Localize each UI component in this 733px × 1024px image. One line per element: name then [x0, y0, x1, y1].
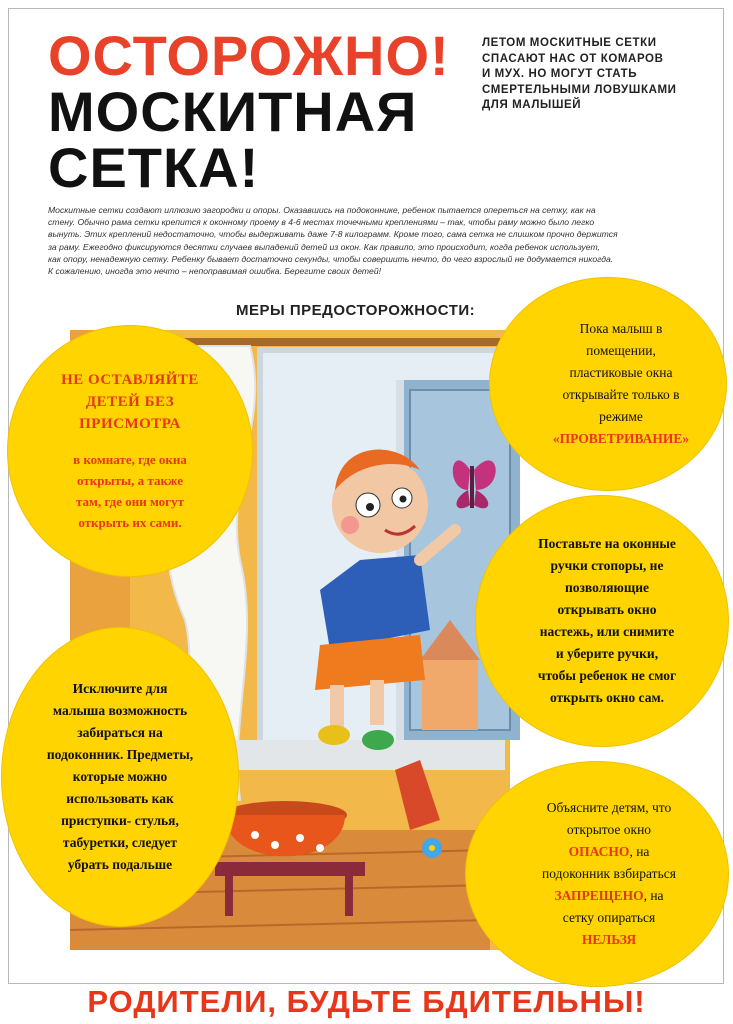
footer-slogan: РОДИТЕЛИ, БУДЬТЕ БДИТЕЛЬНЫ!	[87, 984, 646, 1019]
title-line-mosquito: МОСКИТНАЯ	[48, 80, 418, 143]
body-line: приступки- стулья,	[61, 813, 179, 828]
tip-ventilation-bubble	[490, 278, 726, 490]
lead-line: СПАСАЮТ НАС ОТ КОМАРОВ	[482, 52, 664, 65]
body-line: Пока малыш в	[579, 321, 663, 336]
title-warning: ОСТОРОЖНО!	[48, 24, 450, 87]
intro-line: Москитные сетки создают иллюзию загородки и опоры. Оказавшись на подоконнике, ребенок пытается опереться на сетку, как на	[48, 205, 596, 215]
forbidden-word: ЗАПРЕЩЕНО	[554, 888, 644, 903]
heading-line: ДЕТЕЙ БЕЗ	[85, 394, 175, 410]
body-line: убрать подальше	[67, 857, 173, 872]
body-line: открыть их сами.	[78, 515, 182, 530]
body-line: там, где они могут	[76, 494, 184, 509]
body-line: которые можно	[72, 769, 168, 784]
danger-word: ОПАСНО	[568, 844, 630, 859]
tip-windowsill-bubble	[2, 628, 238, 926]
heading-line: ПРИСМОТРА	[79, 416, 181, 432]
body-line: чтобы ребенок не смог	[537, 668, 677, 683]
body-line: открывайте только в	[562, 387, 680, 402]
lead-line: СМЕРТЕЛЬНЫМИ ЛОВУШКАМИ	[482, 83, 677, 96]
body-line: подоконник взбираться	[542, 866, 676, 881]
body-line: Объясните детям, что	[546, 800, 672, 815]
body-line: помещении,	[586, 343, 656, 358]
body-line: и уберите ручки,	[555, 646, 659, 661]
body-line: открывать окно	[557, 602, 657, 617]
lead-line: И МУХ. НО МОГУТ СТАТЬ	[482, 68, 638, 80]
measures-heading: МЕРЫ ПРЕДОСТОРОЖНОСТИ:	[236, 302, 476, 319]
body-line: режиме	[599, 409, 643, 424]
body-line: Исключите для	[72, 681, 168, 696]
body-line: открыть окно сам.	[549, 690, 665, 705]
line-suffix: , на	[643, 888, 664, 903]
tip-supervision-bubble	[8, 326, 252, 576]
body-line: малыша возможность	[52, 703, 188, 718]
body-line	[569, 841, 650, 863]
intro-line: К сожалению, иногда это нечто – непоправимая ошибка. Берегите своих детей!	[48, 266, 381, 277]
body-line: открыты, а также	[77, 473, 183, 488]
body-line: настежь, или снимите	[539, 624, 675, 639]
intro-line: стену. Обычно рама сетки крепится к оконному проему в 4-6 местах точечными креплениями – так, чтобы раму можно было легко	[48, 217, 595, 228]
body-line: открытое окно	[566, 822, 652, 837]
body-line	[554, 885, 663, 907]
heading-line: НЕ ОСТАВЛЯЙТЕ	[61, 372, 199, 388]
body-line: в комнате, где окна	[73, 452, 187, 467]
body-line: забираться на	[77, 725, 163, 740]
tip-explain-danger-bubble	[466, 762, 728, 986]
tip-supervision-heading	[61, 369, 199, 435]
body-line: табуретки, следует	[62, 835, 178, 850]
line-suffix: , на	[629, 844, 650, 859]
body-line: Поставьте на оконные	[538, 536, 676, 551]
ventilation-mode-label: «ПРОВЕТРИВАНИЕ»	[552, 431, 690, 446]
intro-line: за раму. Ежегодно фиксируются десятки случаев выпадений детей из окон. Как правило, это происходит, когда ребенок использует,	[48, 241, 600, 252]
lead-line: ЛЕТОМ МОСКИТНЫЕ СЕТКИ	[482, 37, 657, 49]
body-line: сетку опираться	[562, 910, 656, 925]
title-line-net: СЕТКА!	[48, 136, 260, 199]
intro-line: как опору, ненадежную сетку. Ребенку бывает достаточно секунды, чтобы совершить нечто, до чего взрослый не додумается никогда.	[48, 253, 614, 264]
body-line: ручки стопоры, не	[550, 558, 664, 573]
tip-supervision-body	[73, 449, 187, 533]
body-line: подоконник. Предметы,	[46, 747, 194, 762]
body-line: пластиковые окна	[569, 365, 673, 380]
not-allowed-word: НЕЛЬЗЯ	[581, 932, 637, 947]
lead-line: ДЛЯ МАЛЫШЕЙ	[482, 99, 582, 111]
body-line: позволяющие	[564, 580, 650, 595]
tip-handle-locks-bubble	[476, 496, 728, 746]
intro-line: вынуть. Этих креплений недостаточно, чтобы выдерживать даже 7-8 килограмм. Кроме того, сама сетка не слишком прочно держится	[48, 229, 618, 240]
body-line: использовать как	[66, 791, 174, 806]
